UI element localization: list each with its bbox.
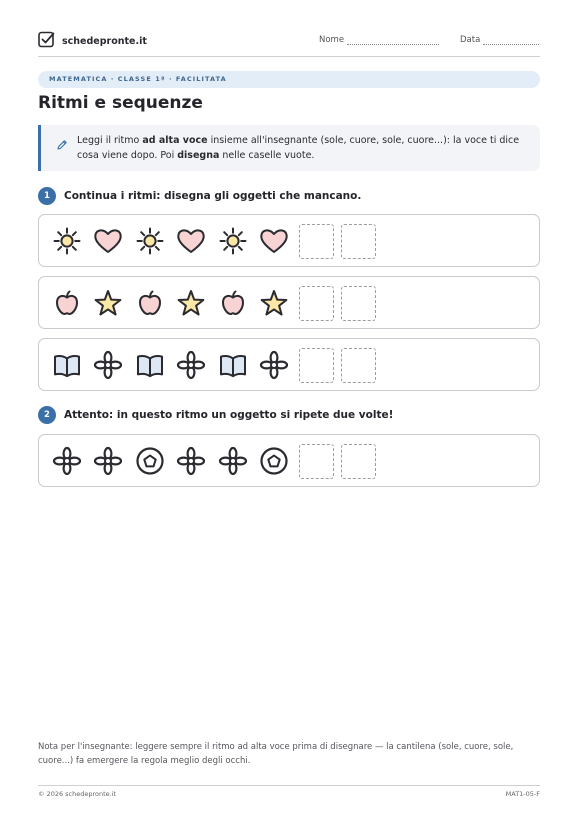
sun-icon — [133, 224, 167, 258]
section-2-heading — [38, 406, 393, 424]
empty-answer-box[interactable] — [299, 286, 334, 321]
empty-answer-box[interactable] — [341, 444, 376, 479]
rhythm-row-4 — [38, 434, 540, 487]
apple-icon — [216, 286, 250, 320]
section-title: Continua i ritmi: disegna gli oggetti che mancano. — [64, 190, 362, 202]
star-icon — [91, 286, 125, 320]
book-icon — [216, 348, 250, 382]
page-header — [38, 29, 540, 57]
empty-answer-box[interactable] — [299, 348, 334, 383]
page-title: Ritmi e sequenze — [38, 93, 203, 113]
empty-answer-box[interactable] — [341, 224, 376, 259]
date-line[interactable] — [483, 36, 539, 45]
flower-icon — [50, 444, 84, 478]
star-icon — [257, 286, 291, 320]
teacher-note: Nota per l'insegnante: leggere sempre il ritmo ad alta voce prima di disegnare — la cantilena (sole, cuore, sole, cuore...) fa emergere la regola meglio degli occhi. — [38, 742, 514, 766]
instructions-text: Leggi il ritmo ad alta voce insieme all'insegnante (sole, cuore, sole, cuore...): la voce ti dice cosa viene dopo. Poi disegna nelle caselle vuote. — [77, 135, 520, 161]
apple-icon — [50, 286, 84, 320]
sun-icon — [216, 224, 250, 258]
brand — [38, 31, 147, 52]
heart-icon — [257, 224, 291, 258]
sun-icon — [50, 224, 84, 258]
section-1-heading — [38, 187, 361, 205]
flower-icon — [91, 444, 125, 478]
book-icon — [133, 348, 167, 382]
section-number-badge: 1 — [38, 187, 56, 205]
flower-icon — [174, 444, 208, 478]
subject-tagline: MATEMATICA · CLASSE 1ª · FACILITATA — [38, 71, 540, 88]
instructions-callout — [38, 125, 540, 171]
date-label: Data — [460, 35, 481, 45]
heart-icon — [174, 224, 208, 258]
brand-name: schedepronte.it — [62, 36, 147, 47]
pentagon-ring-icon — [257, 444, 291, 478]
flower-icon — [91, 348, 125, 382]
rhythm-row-3 — [38, 338, 540, 391]
section-number-badge: 2 — [38, 406, 56, 424]
empty-answer-box[interactable] — [341, 348, 376, 383]
rhythm-row-2 — [38, 276, 540, 329]
star-icon — [174, 286, 208, 320]
empty-answer-box[interactable] — [341, 286, 376, 321]
book-icon — [50, 348, 84, 382]
flower-icon — [257, 348, 291, 382]
empty-answer-box[interactable] — [299, 444, 334, 479]
rhythm-row-1 — [38, 214, 540, 267]
name-label: Nome — [319, 35, 345, 45]
checkbox-logo-icon — [38, 31, 55, 52]
empty-answer-box[interactable] — [299, 224, 334, 259]
page-footer — [38, 785, 540, 799]
pentagon-ring-icon — [133, 444, 167, 478]
date-field[interactable] — [460, 35, 539, 45]
name-field[interactable] — [319, 35, 439, 45]
apple-icon — [133, 286, 167, 320]
flower-icon — [174, 348, 208, 382]
name-line[interactable] — [347, 36, 439, 45]
heart-icon — [91, 224, 125, 258]
section-title: Attento: in questo ritmo un oggetto si ripete due volte! — [64, 409, 394, 421]
flower-icon — [216, 444, 250, 478]
worksheet-code: MAT1-05-F — [505, 790, 540, 798]
copyright: © 2026 schedepronte.it — [38, 790, 117, 798]
pencil-icon — [56, 136, 68, 155]
